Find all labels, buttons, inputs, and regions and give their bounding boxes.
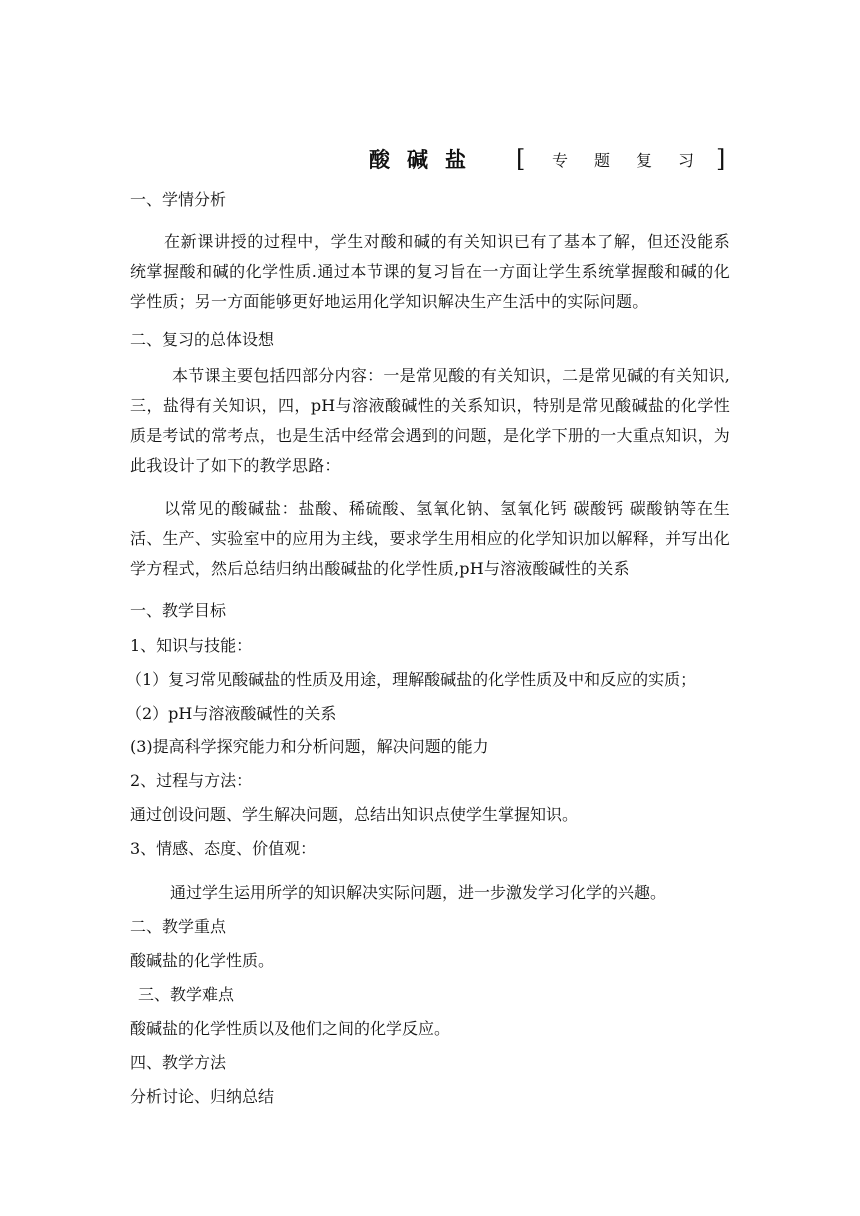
goal-knowledge-skills: 1、知识与技能： (130, 636, 253, 655)
paragraph-teaching-approach: 以常见的酸碱盐：盐酸、稀硫酸、氢氧化钠、氢氧化钙 碳酸钙 碳酸钠等在生活、生产、实验室中的应用为主线，要求学生用相应的化学知识加以解释，并写出化学方程式，然后总结归纳出酸碱盐的化学性质,pH与溶液酸碱性的关系 (130, 499, 730, 578)
goal-process-methods: 2、过程与方法： (130, 771, 253, 790)
section-heading-key-points: 二、教学重点 (130, 917, 227, 936)
goal-item-2: （2）pH与溶液酸碱性的关系 (126, 704, 337, 723)
teaching-methods-text: 分析讨论、归纳总结 (130, 1087, 275, 1106)
difficulties-text: 酸碱盐的化学性质以及他们之间的化学反应。 (130, 1019, 451, 1038)
title-bracket-close: ] (716, 145, 726, 173)
section-heading-difficulties: 三、教学难点 (138, 985, 235, 1004)
section-heading-teaching-goals: 一、教学目标 (130, 601, 227, 620)
title-main: 酸碱盐 (369, 147, 483, 172)
document-title (0, 146, 860, 176)
title-subtitle: 专题复习 (552, 151, 721, 170)
goal-emotion-values: 3、情感、态度、价值观： (130, 839, 317, 858)
section-heading-learning-analysis: 一、学情分析 (130, 190, 227, 209)
goal-process-text: 通过创设问题、学生解决问题，总结出知识点使学生掌握知识。 (130, 805, 579, 824)
section-heading-teaching-methods: 四、教学方法 (130, 1053, 227, 1072)
title-bracket-open: [ (516, 145, 526, 173)
goal-item-3: (3)提高科学探究能力和分析问题，解决问题的能力 (130, 737, 489, 756)
goal-item-1: （1）复习常见酸碱盐的性质及用途，理解酸碱盐的化学性质及中和反应的实质； (126, 670, 697, 689)
key-points-text: 酸碱盐的化学性质。 (130, 951, 275, 970)
paragraph-learning-analysis: 在新课讲授的过程中，学生对酸和碱的有关知识已有了基本了解，但还没能系统掌握酸和碱的化学性质.通过本节课的复习旨在一方面让学生系统掌握酸和碱的化学性质；另一方面能够更好地运用化学知识解决生产生活中的实际问题。 (130, 232, 730, 311)
goal-emotion-text: 通过学生运用所学的知识解决实际问题，进一步激发学习化学的兴趣。 (170, 883, 667, 902)
section-heading-review-plan: 二、复习的总体设想 (130, 330, 275, 349)
paragraph-review-plan: 本节课主要包括四部分内容：一是常见酸的有关知识，二是常见碱的有关知识,三，盐得有关知识，四，pH与溶液酸碱性的关系知识，特别是常见酸碱盐的化学性质是考试的常考点，也是生活中经常会遇到的问题，是化学下册的一大重点知识，为此我设计了如下的教学思路： (130, 366, 730, 475)
